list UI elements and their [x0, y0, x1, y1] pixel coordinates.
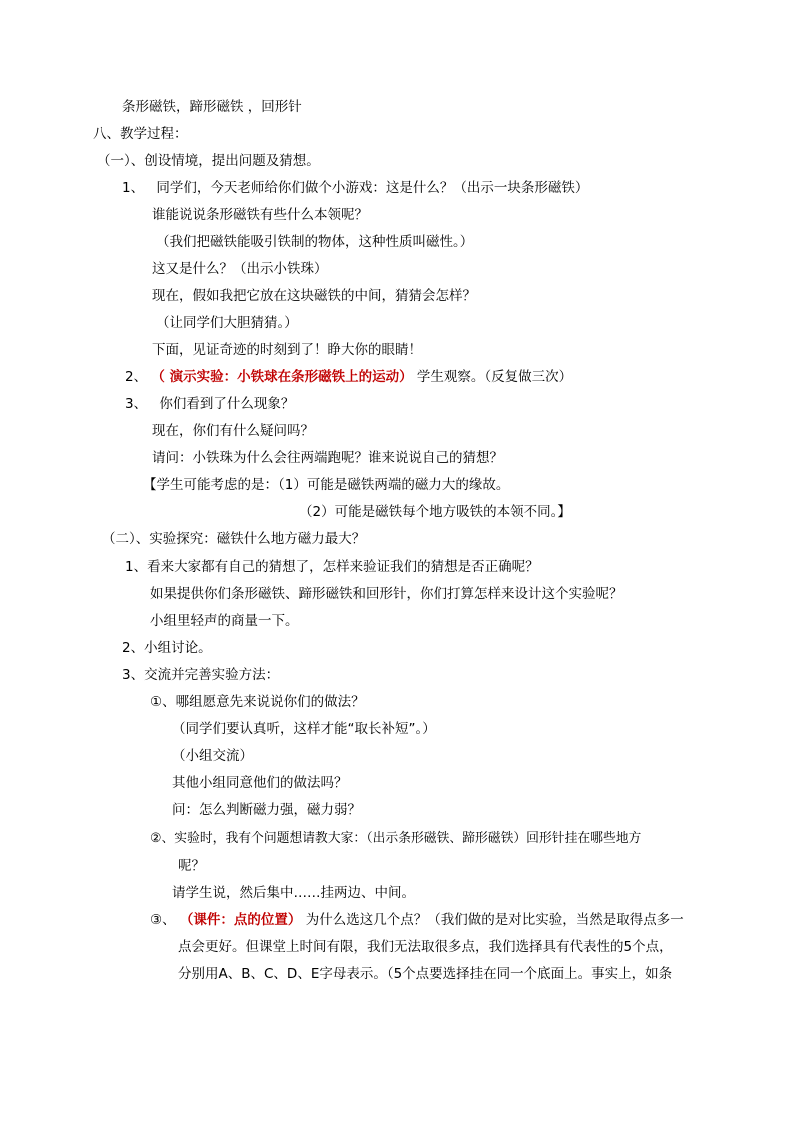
part2-heading: （二）、实验探究：磁铁什么地方磁力最大？: [102, 531, 366, 547]
paragraph-2: [125, 368, 572, 386]
item-2-line-2: 呢？: [178, 858, 205, 874]
demo-experiment-highlight: （ 演示实验：小铁球在条形磁铁上的运动）: [151, 369, 413, 385]
item-3-line-1: [150, 911, 684, 929]
note-bold-guess: （让同学们大胆猜猜。）: [156, 315, 298, 331]
step-3-line: 3、交流并完善实验方法：: [122, 667, 280, 683]
section-heading-teaching-process: 八、教学过程：: [93, 126, 188, 142]
item-3-text: 为什么选这几个点？（我们做的是对比实验，当然是取得点多一: [305, 912, 684, 928]
paragraph-1-text: 同学们，今天老师给你们做个小游戏：这是什么？（出示一块条形磁铁）: [156, 180, 589, 196]
question-why-ends: 请问：小铁珠为什么会往两端跑呢？谁来说说自己的猜想？: [152, 450, 503, 466]
item-1-note-2: （小组交流）: [172, 748, 253, 764]
student-guess-2: （2）可能是磁铁每个地方吸铁的本领不同。】: [299, 504, 571, 520]
item-3-line-3: 分别用A、B、C、D、E字母表示。（5个点要选择挂在同一个底面上。事实上，如条: [178, 966, 673, 982]
item-1-line: ①、哪组愿意先来说说你们的做法？: [150, 694, 365, 710]
question-guess: 现在，假如我把它放在这块磁铁的中间，猜猜会怎样？: [152, 288, 476, 304]
step-1-line-3: 小组里轻声的商量一下。: [150, 613, 299, 629]
item-2-line-3: 请学生说，然后集中……挂两边、中间。: [172, 885, 415, 901]
line-witness-miracle: 下面，见证奇迹的时刻到了！睁大你的眼睛！: [152, 342, 422, 358]
question-magnet-ability: 谁能说说条形磁铁有些什么本领呢？: [152, 207, 368, 223]
item-1-question: 其他小组同意他们的做法吗？: [172, 775, 348, 791]
step-2-line: 2、小组讨论。: [122, 640, 212, 656]
item-1-question-2: 问：怎么判断磁力强，磁力弱？: [172, 802, 361, 818]
question-any-doubt: 现在，你们有什么疑问吗？: [152, 423, 314, 439]
paragraph-3: [125, 395, 294, 413]
item-3-prefix: ③、: [150, 912, 176, 928]
materials-line: 条形磁铁，蹄形磁铁 ，回形针: [122, 99, 302, 115]
paragraph-2-number: 2、: [125, 369, 148, 385]
student-guess-1: 【学生可能考虑的是：（1）可能是磁铁两端的磁力大的缘故。: [143, 477, 510, 493]
paragraph-1: [122, 179, 588, 197]
paragraph-2-text: 学生观察。（反复做三次）: [416, 369, 573, 385]
courseware-highlight: （课件：点的位置）: [179, 912, 302, 928]
paragraph-1-number: 1、: [122, 180, 145, 196]
question-iron-ball: 这又是什么？（出示小铁珠）: [152, 261, 328, 277]
part1-heading: （一）、创设情境，提出问题及猜想。: [97, 153, 320, 169]
paragraph-3-text: 你们看到了什么现象？: [159, 396, 295, 412]
step-1-line-2: 如果提供你们条形磁铁、蹄形磁铁和回形针，你们打算怎样来设计这个实验呢？: [150, 586, 623, 602]
paragraph-3-number: 3、: [125, 396, 148, 412]
item-1-note-1: （同学们要认真听，这样才能“取长补短”。）: [172, 721, 436, 737]
item-2-line-1: ②、实验时，我有个问题想请教大家：（出示条形磁铁、蹄形磁铁）回形针挂在哪些地方: [150, 831, 642, 846]
item-3-line-2: 点会更好。但课堂上时间有限，我们无法取很多点，我们选择具有代表性的5个点，: [178, 939, 673, 955]
answer-magnetism: （我们把磁铁能吸引铁制的物体，这种性质叫磁性。）: [156, 234, 474, 250]
step-1-line-1: 1、看来大家都有自己的猜想了，怎样来验证我们的猜想是否正确呢？: [125, 559, 539, 575]
